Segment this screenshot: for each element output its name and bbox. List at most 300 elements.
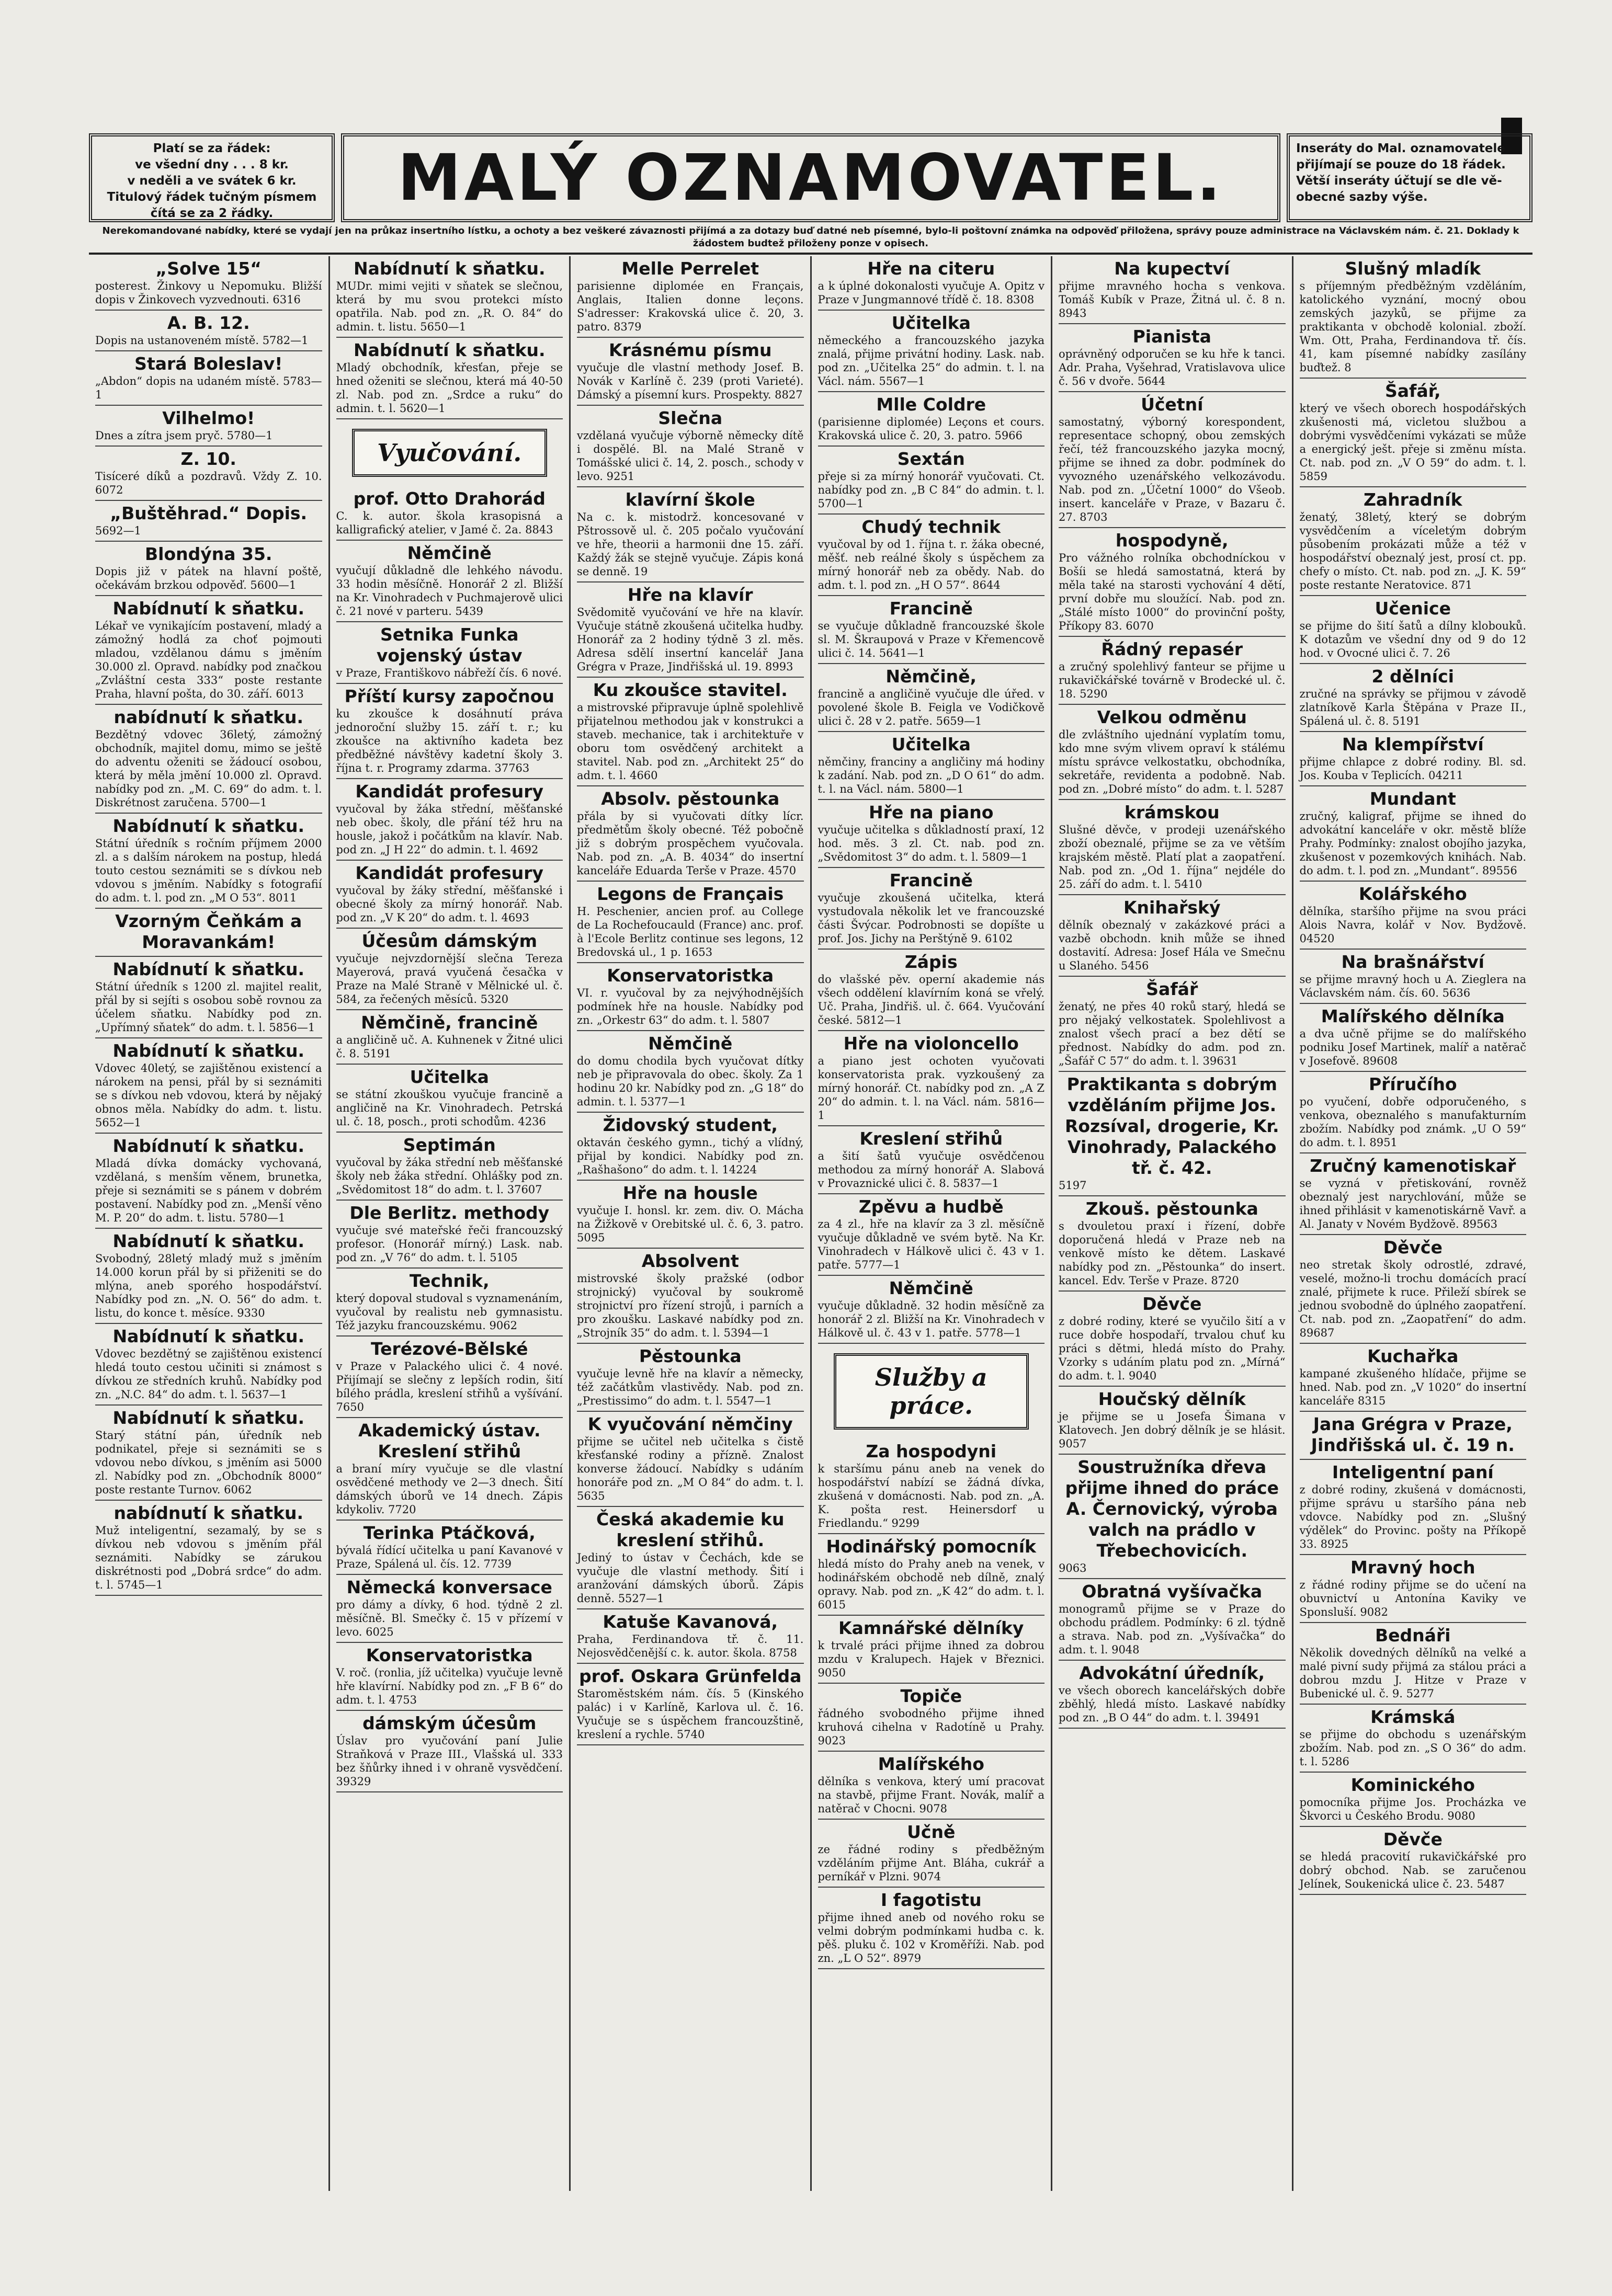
ad-body: a k úplné dokonalosti vyučuje A. Opitz v Praze v Jungmannové třídě č. 18. 8308 bbox=[818, 280, 1045, 306]
ad-heading: Účesům dámským bbox=[361, 931, 537, 951]
classified-ad bbox=[1300, 1460, 1527, 1555]
ad-heading: Na klempířství bbox=[1342, 734, 1484, 755]
ad-heading: Bednáři bbox=[1375, 1625, 1451, 1646]
classified-ad bbox=[336, 622, 563, 684]
classified-ad bbox=[336, 1521, 563, 1575]
classified-ad bbox=[95, 1501, 322, 1596]
ad-body: „Abdon“ dopis na udaném místě. 5783—1 bbox=[95, 375, 322, 401]
ad-heading: Blondýna 35. bbox=[145, 544, 273, 564]
ad-heading: Řádný repasér bbox=[1101, 639, 1243, 659]
classified-ad bbox=[336, 1010, 563, 1065]
ad-body: přála by si vyučovati dítky lícr. předmětům školy obecné. Též pobočně již s dobrým prospěchem vyučovala. Nab. pod zn. „A. B. 4034“ do insertní kanceláře Eduarda Terše v Praze. 4570 bbox=[577, 810, 804, 877]
classified-ad bbox=[336, 1711, 563, 1792]
page-title: MALÝ OZNAMOVATEL. bbox=[398, 141, 1224, 215]
ad-body: Vdovec 40letý, se zajištěnou existencí a nárokem na pensi, přál by si seznámiti se s dívkou neb vdovou, která by nějaký obnos měla. Nabídky do adm. t. listu. 5652—1 bbox=[95, 1062, 322, 1129]
classified-ad bbox=[818, 664, 1045, 732]
classified-ad bbox=[1300, 732, 1527, 786]
ad-column bbox=[89, 256, 330, 2191]
ad-heading: Česká akademie ku kreslení střihů. bbox=[596, 1509, 785, 1550]
classified-ad bbox=[95, 1134, 322, 1229]
ad-body: Několik dovedných dělníků na velké a malé pivní sudy přijmá za stálou práci a dobrou mzdu J. Hitze v Praze v Bubenické ul. č. 9. 5277 bbox=[1299, 1647, 1526, 1700]
classified-ad bbox=[336, 1133, 563, 1201]
classified-ad bbox=[1300, 1344, 1527, 1412]
ad-body: ve všech oborech kancelářských dobře zběhlý, hledá místo. Laskavé nabídky pod zn. „B O 44“ do adm. t. l. 39491 bbox=[1059, 1684, 1286, 1724]
ad-heading: Konservatoristka bbox=[366, 1645, 533, 1665]
ad-heading: Setnika Funka vojenský ústav bbox=[376, 624, 523, 666]
masthead bbox=[89, 133, 1532, 222]
ad-heading: Houčský dělník bbox=[1098, 1389, 1246, 1409]
ad-body: a šití šatů vyučuje osvědčenou methodou za mírný honorář A. Slabová v Provaznické ulici č. 8. 5837—1 bbox=[818, 1150, 1045, 1190]
ad-heading: „Solve 15“ bbox=[155, 258, 262, 279]
ad-body: je přijme se u Josefa Šimana v Klatovech. Jen dobrý dělník je se hlásit. 9057 bbox=[1059, 1410, 1286, 1450]
ad-heading: Hře na violoncello bbox=[843, 1033, 1019, 1054]
classified-ad bbox=[1300, 1153, 1527, 1235]
ad-body: a angličině uč. A. Kuhnenek v Žitné ulici č. 8. 5191 bbox=[336, 1034, 563, 1060]
ad-heading: Mundant bbox=[1369, 789, 1456, 809]
ad-body: se přijme mravný hoch u A. Zieglera na Václavském nám. čís. 60. 5636 bbox=[1299, 973, 1526, 999]
ad-body: s dvouletou praxí i řízení, dobře doporučená hledá v Praze neb na venkově místo ke dětem. Laskavé nabídky pod zn. „Pěstounka“ do insert. kancel. Edv. Terše v Praze. 8720 bbox=[1059, 1220, 1286, 1287]
notice-text: Nerekomandované nabídky, které se vydají jen na průkaz insertního lístku, a ochoty a bez veškeré závaznosti přijímá a za dotazy buď datné neb písemné, bylo-li poštovní známka na odpověď přiložena, správy pouze administrace na Václavském nám. č. 21. Doklady k žádostem budtež přiloženy ponze v opisech. bbox=[102, 225, 1519, 249]
divider bbox=[89, 253, 1532, 255]
ad-heading: Inteligentní paní bbox=[1332, 1462, 1494, 1482]
ad-body: Muž inteligentní, sezamalý, by se s dívkou neb vdovou s jměním přál seznámiti. Nabídky se zárukou diskrétnosti pod „Dobrá srdce“ do adm. t. l. 5745—1 bbox=[95, 1524, 322, 1591]
section-heading: Služby a práce. bbox=[834, 1353, 1029, 1430]
ad-heading: Učitelka bbox=[891, 313, 971, 333]
classified-ad bbox=[95, 909, 322, 957]
ad-heading: Hře na klavír bbox=[627, 585, 753, 605]
ad-body: Svědomitě vyučování ve hře na klavír. Vyučuje státně zkoušená učitelka hudby. Honorář za 2 hodiny týdně 3 zl. měs. Adresa sdělí insertní kancelář Jana Grégra v Praze, Jindřišská ul. 19. 8993 bbox=[577, 606, 804, 673]
ad-body: Jediný to ústav v Čechách, kde se vyučuje dle vlastní methody. Šití i aranžování dámských úborů. Zápis denně. 5527—1 bbox=[577, 1551, 804, 1605]
ad-heading: Kandidát profesury bbox=[355, 863, 544, 883]
ad-body: z dobré rodiny, zkušená v domácnosti, přijme správu u staršího pána neb vdovce. Nabídky pod zn. „Slušný výdělek“ do Provinc. pošty na Příkopě 33. 8925 bbox=[1299, 1483, 1526, 1550]
classified-ad bbox=[1059, 1579, 1286, 1661]
classified-ad bbox=[577, 582, 804, 678]
ad-body: přijme chlapce z dobré rodiny. Bl. sd. Jos. Kouba v Teplicích. 04211 bbox=[1299, 756, 1526, 782]
classified-ad bbox=[577, 256, 804, 338]
ad-heading: Soustružníka dřeva přijme ihned do práce A. Černovický, výroba valch na prádlo v Třebechovicích. bbox=[1065, 1457, 1279, 1561]
ad-heading: Učenice bbox=[1375, 598, 1451, 619]
ad-heading: Nabídnutí k sňatku. bbox=[112, 1231, 305, 1251]
classified-ad bbox=[818, 950, 1045, 1031]
ad-heading: Malířského bbox=[878, 1754, 984, 1774]
classified-ad bbox=[336, 779, 563, 861]
classified-ad bbox=[577, 338, 804, 406]
ad-heading: Židovský student, bbox=[603, 1115, 778, 1135]
classified-ad bbox=[577, 1507, 804, 1609]
ad-column bbox=[1293, 256, 1533, 2191]
pricing-line: Platí se za řádek: bbox=[153, 142, 271, 155]
classified-ad bbox=[818, 1684, 1045, 1752]
classified-ad bbox=[1059, 392, 1286, 528]
ad-heading: Septimán bbox=[403, 1135, 496, 1155]
classified-ad bbox=[336, 256, 563, 338]
ad-body: za 4 zl., hře na klavír za 3 zl. měsíčně vyučuje důkladně ve svém bytě. Na Kr. Vinohradech v Hálkově ulici č. 43 v 1. patře. 5777—1 bbox=[818, 1218, 1045, 1271]
ad-heading: nabídnutí k sňatku. bbox=[113, 707, 303, 727]
pricing-line: v neděli a ve svátek 6 kr. bbox=[127, 174, 297, 188]
classified-ad bbox=[577, 1249, 804, 1344]
rules-box bbox=[1287, 133, 1532, 222]
ad-heading: Za hospodyni bbox=[866, 1441, 997, 1461]
classified-ad bbox=[336, 684, 563, 779]
ad-body: parisienne diplomée en Français, Anglais, Italien donne leçons. S'adresser: Krakovská ulice č. 20, 3. patro. 8379 bbox=[577, 280, 804, 333]
classified-ad bbox=[95, 957, 322, 1038]
ad-heading: Z. 10. bbox=[180, 449, 236, 469]
ad-body: přijme ihned aneb od nového roku se velmi dobrým podmínkami hudba c. k. pěš. pluku č. 102 v Kroměříži. Nab. pod zn. „L O 52“. 8979 bbox=[818, 1911, 1045, 1964]
classified-ad bbox=[1059, 1455, 1286, 1579]
classified-ad bbox=[1059, 528, 1286, 637]
ad-body: se vyzná v přetiskování, rovněž obeznalý jest narychlování, může se ihned přihlásit v kamenotiskárně Vavř. a Al. Janaty v Novém Bydžově. 89563 bbox=[1299, 1177, 1526, 1230]
classified-ad bbox=[818, 1752, 1045, 1820]
classified-ad bbox=[336, 1201, 563, 1269]
classified-ad bbox=[336, 486, 563, 541]
ad-heading: Nabídnutí k sňatku. bbox=[112, 816, 305, 836]
rules-line: Inseráty do Mal. oznamovatele bbox=[1296, 142, 1505, 155]
ad-heading: Dle Berlitz. methody bbox=[349, 1203, 550, 1223]
newspaper-page bbox=[78, 118, 1538, 2201]
ad-body: se přijme do šití šatů a dílny klobouků. K dotazům ve všední dny od 9 do 12 hod. v Ovocné ulici č. 7. 26 bbox=[1299, 620, 1526, 659]
classified-ad bbox=[336, 929, 563, 1010]
ad-heading: Hře na citeru bbox=[867, 258, 995, 279]
ad-heading: Francině bbox=[889, 598, 973, 619]
classified-ad bbox=[818, 732, 1045, 800]
classified-ad bbox=[577, 963, 804, 1031]
classified-ad bbox=[1300, 786, 1527, 882]
ad-body: z dobré rodiny, které se vyučilo šití a v ruce dobře hospodaří, trvalou chuť ku práci s dětmi, hledá místo do Prahy. Vzorky s udáním platu pod zn. „Mírná“ do adm. t. l. 9040 bbox=[1059, 1315, 1286, 1382]
classified-ad bbox=[1300, 1004, 1527, 1072]
ad-body: Bezdětný vdovec 36letý, zámožný obchodník, majitel domu, mimo se ještě do adventu oženiti se žádoucí osobou, která by měla jmění 10.000 zl. Opravd. nabídky pod zn. „M. C. 69“ do adm. t. l. Diskrétnost zaručena. 5700—1 bbox=[95, 728, 322, 809]
classified-ad bbox=[1059, 1196, 1286, 1292]
ad-body: Slušné děvče, v prodeji uzenářského zboží obeznalé, přijme se za ve větším krajském městě. Platí plat a zaopatření. Nab. pod zn. „Od 1. října“ nejdéle do 25. září do adm. t. l. 5410 bbox=[1059, 824, 1286, 890]
classified-ad bbox=[1300, 1235, 1527, 1344]
ad-body: oktaván českého gymn., tichý a vlídný, přijal by kondici. Nabídky pod zn. „Rašhašono“ do adm. t. l. 14224 bbox=[577, 1136, 804, 1176]
ad-column bbox=[1052, 256, 1293, 2191]
classified-ad bbox=[818, 1126, 1045, 1194]
ad-heading: Pěstounka bbox=[639, 1346, 742, 1366]
classified-ad bbox=[95, 814, 322, 909]
ad-heading: Melle Perrelet bbox=[621, 258, 759, 279]
ad-body: kampané zkušeného hlídače, přijme se hned. Nab. pod zn. „V 1020“ do insertní kanceláře 8315 bbox=[1299, 1367, 1526, 1407]
ad-body: Mladý obchodník, křesťan, přeje se hned oženiti se slečnou, která má 40-50 zl. Nab. pod zn. „Srdce a ruku“ do admin. t. l. 5620—1 bbox=[336, 361, 563, 415]
title-box bbox=[341, 133, 1280, 222]
ad-heading: Obratná vyšívačka bbox=[1082, 1581, 1263, 1602]
classified-ad bbox=[95, 596, 322, 705]
ad-body: a mistrovské připravuje úplně spolehlivě přijatelnou methodou jak v konstrukci a staveb. mechanice, tak i architektuře v oboru tom osvědčený architekt a stavitel. Nab. pod zn. „Architekt 25“ do adm. t. l. 4660 bbox=[577, 701, 804, 782]
classified-ad bbox=[577, 1031, 804, 1113]
ad-heading: Kamnářské dělníky bbox=[838, 1618, 1024, 1638]
ad-heading: Šafář bbox=[1146, 979, 1198, 999]
ad-heading: Konservatoristka bbox=[607, 965, 774, 986]
ad-body: vyučoval by žáky střední, měšťanské i obecné školy za mírný honorář. Nab. pod zn. „V K 20“ do adm. t. l. 4693 bbox=[336, 884, 563, 924]
ad-body: neo stretak školy odrostlé, zdravé, veselé, možno-li trochu domácích prací znalé, přijmete k ruce. Přileží sbírek se jednou svobodně do úplného zaopatření. Ct. nab. pod zn. „Zaopatření“ do adm. 89687 bbox=[1299, 1259, 1526, 1339]
ad-heading: Zápis bbox=[904, 952, 958, 972]
classified-ad bbox=[818, 1888, 1045, 1969]
ad-body: k staršímu pánu aneb na venek do hospodářství nabízí se žádná dívka, zkušená v domácnosti. Nab. pod zn. „A. K. pošta rest. Heinersdorf u Friedlandu.“ 9299 bbox=[818, 1463, 1045, 1529]
classified-ad bbox=[95, 501, 322, 542]
classified-ad bbox=[577, 1664, 804, 1745]
ad-body: vyučuje důkladně. 32 hodin měsíčně za honorář 2 zl. Bližší na Kr. Vinohradech v Hálkově ul. č. 43 v 1. patře. 5778—1 bbox=[818, 1299, 1045, 1339]
ad-body: Svobodný, 28letý mladý muž s jměním 14.000 korun přál by si přiženiti se do mlýna, aneb sporého hospodářství. Nabídky pod zn. „N. O. 56“ do adm. t. listu, do konce t. měsíce. 9330 bbox=[95, 1252, 322, 1319]
ad-heading: nabídnutí k sňatku. bbox=[113, 1503, 303, 1523]
ad-heading: Učitelka bbox=[410, 1067, 489, 1087]
ad-body: Starý státní pán, úředník neb podnikatel, přeje si seznámiti se s vdovou nebo dívkou, s jměním asi 5000 zl. Nabídky pod zn. „Obchodník 8000“ poste restante Turnov. 6062 bbox=[95, 1429, 322, 1496]
ad-body: němčiny, franciny a angličiny má hodiny k zadání. Nab. pod zn. „D O 61“ do adm. t. l. na Václ. nám. 5800—1 bbox=[818, 756, 1045, 795]
ad-heading: Advokátní úředník, bbox=[1079, 1663, 1265, 1683]
ad-heading: Zkouš. pěstounka bbox=[1085, 1198, 1258, 1219]
classified-ad bbox=[1300, 379, 1527, 487]
ad-heading: Hodinářský pomocník bbox=[826, 1536, 1036, 1557]
classified-ad bbox=[1059, 1072, 1286, 1196]
rules-line: přijímají se pouze do 18 řádek. bbox=[1296, 158, 1506, 172]
ad-body: monogramů přijme se v Praze do obchodu prádlem. Podmínky: 6 zl. týdně a strava. Nab. pod zn. „Vyšívačka“ do adm. t. l. 9048 bbox=[1059, 1603, 1286, 1656]
classified-ad bbox=[336, 1337, 563, 1418]
ad-body: Praha, Ferdinandova tř. č. 11. Nejosvědčenější c. k. autor. škola. 8758 bbox=[577, 1633, 804, 1659]
ad-body: Státní úředník s 1200 zl. majitel realit, přál by si sejíti s osobou sobě rovnou za účelem sňatku. Nabídky pod zn. „Upřímný sňatek“ do adm. t. l. 5856—1 bbox=[95, 980, 322, 1034]
ad-body: ženatý, ne přes 40 roků starý, hledá se pro nějaký velkostatek. Spolehlivost a znalost všech prací a bez dětí se přednost. Nabídky do adm. pod zn. „Šafář C 57“ do adm. t. l. 39631 bbox=[1059, 1000, 1286, 1067]
ad-body: do domu chodila bych vyučovat dítky neb je připravovala do obec. školy. Za 1 hodinu 20 kr. Nabídky pod zn. „G 18“ do admin. t. l. 5377—1 bbox=[577, 1055, 804, 1108]
ad-body: Vdovec bezdětný se zajištěnou existencí hledá touto cestou učiniti si známost s dívkou ze středních kruhů. Nabídky pod zn. „N.C. 84“ do adm. t. l. 5637—1 bbox=[95, 1347, 322, 1401]
classified-ad bbox=[1059, 1292, 1286, 1387]
classified-ad bbox=[577, 1113, 804, 1181]
classified-ad bbox=[336, 1575, 563, 1643]
ad-body: vyučuje nejvzdornější slečna Tereza Mayerová, pravá vyučená česačka v Praze na Malé Straně v Mělnické ul. č. 584, za řečených měsíců. 5320 bbox=[336, 952, 563, 1006]
classified-ad bbox=[577, 1181, 804, 1249]
ad-heading: Legons de Français bbox=[597, 884, 784, 904]
classified-ad bbox=[818, 256, 1045, 311]
ad-body: dělník obeznalý v zakázkové práci a vazbě obchodn. knih může se ihned dostavití. Adresa: Josef Hála ve Smečnu u Slaného. 5456 bbox=[1059, 919, 1286, 972]
classified-ad bbox=[95, 406, 322, 447]
ad-heading: Chudý technik bbox=[861, 517, 1001, 537]
ad-heading: Nabídnutí k sňatku. bbox=[112, 1326, 305, 1346]
classified-ad bbox=[1300, 1623, 1527, 1705]
ad-body: 5692—1 bbox=[95, 524, 141, 537]
ad-body: vyučoval by od 1. října t. r. žáka obecné, měšť. neb reálné školy s úspěchem za mírný honorář neb za obědy. Nab. do adm. t. l. pod zn. „H O 57“. 8644 bbox=[818, 538, 1045, 591]
ad-heading: dámským účesům bbox=[362, 1713, 537, 1733]
classified-ad bbox=[95, 1406, 322, 1501]
ad-heading: Německá konversace bbox=[346, 1577, 552, 1597]
ad-heading: Hře na piano bbox=[869, 802, 994, 823]
classified-ad bbox=[1300, 1072, 1527, 1153]
ad-body: oprávněný odporučen se ku hře k tanci. Adr. Praha, Vyšehrad, Vratislavova ulice č. 56 v dvoře. 5644 bbox=[1059, 348, 1286, 387]
ad-body: pro dámy a dívky, 6 hod. týdně 2 zl. měsíčně. Bl. Smečky č. 15 v přízemí v levo. 6025 bbox=[336, 1598, 563, 1638]
classified-ad bbox=[95, 705, 322, 814]
ad-column bbox=[571, 256, 812, 2191]
ad-body: H. Peschenier, ancien prof. au College de La Rochefoucauld (France) anc. prof. à l'Ecole Berlitz continue ses legons, 12 Bredovská ul., 1 p. 1653 bbox=[577, 905, 804, 958]
ad-body: dle zvláštního ujednání vyplatím tomu, kdo mne svým vlivem opraví k stálému místu správce velkostatku, obchodníka, sekretáře, revidenta a podobně. Nab. pod zn. „Dobré místo“ do adm. t. l. 5287 bbox=[1059, 728, 1286, 795]
ad-heading: Stará Boleslav! bbox=[134, 353, 283, 374]
classified-ad bbox=[818, 1031, 1045, 1126]
ad-heading: „Buštěhrad.“ Dopis. bbox=[110, 503, 308, 523]
ad-body: vyučoval by žáka střední, měšťanské neb obec. školy, dle přání též hru na housle, jakož i počátkům na klavír. Nab. pod zn. „J H 22“ do admin. t. l. 4692 bbox=[336, 803, 563, 856]
classified-ad bbox=[818, 596, 1045, 664]
ad-body: se hledá pracovití rukavičkářské pro dobrý obchod. Nab. se zaručenou Jelínek, Soukenická ulice č. 23. 5487 bbox=[1299, 1850, 1526, 1890]
section-heading: Vyučování. bbox=[352, 429, 548, 477]
classified-ad bbox=[336, 1065, 563, 1133]
ad-body: samostatný, výborný korespondent, representace schopný, obou zemských řečí, též francouzského jazyka mocný, přijme se ihned za dobr. podmínek do vyvozného uzenářského velkozávodu. Nab. pod zn. „Účetní 1000“ do Všeob. insert. kanceláře v Praze, v Bazaru č. 27. 8703 bbox=[1059, 416, 1286, 523]
pricing-line: čítá se za 2 řádky. bbox=[150, 207, 274, 220]
ad-body: v Praze v Palackého ulici č. 4 nové. Přijímají se slečny z lepších rodin, šití bílého prádla, kreslení střihů a vyšívání. 7650 bbox=[336, 1360, 563, 1413]
ad-columns bbox=[89, 256, 1532, 2191]
ad-heading: Nabídnutí k sňatku. bbox=[353, 340, 546, 360]
classified-ad bbox=[818, 868, 1045, 950]
ad-body: se státní zkouškou vyučuje francině a angličině na Kr. Vinohradech. Petrská ul. č. 18, posch., proti schodům. 4236 bbox=[336, 1088, 563, 1128]
ad-body: Na c. k. mistodrž. koncesované v Pštrossově ul. č. 205 počalo vyučování ve hře, theorii a harmonii dne 15. září. Každý žák se stejně vyučuje. Zápis koná se denně. 19 bbox=[577, 511, 804, 578]
classified-ad bbox=[1300, 1705, 1527, 1773]
ad-body: který dopoval studoval s vyznamenáním, vyučoval by realistu neb gymnasistu. Též jazyku francouzskému. 9062 bbox=[336, 1292, 563, 1332]
ad-body: (parisienne diplomée) Leçons et cours. Krakovská ulice č. 20, 3. patro. 5966 bbox=[818, 416, 1045, 442]
classified-ad bbox=[336, 861, 563, 929]
classified-ad bbox=[1300, 1773, 1527, 1827]
classified-ad bbox=[95, 311, 322, 351]
ad-heading: Kominického bbox=[1350, 1775, 1475, 1795]
ad-body: ženatý, 38letý, který se dobrým vysvědčením a víceletým dobrým působením prokázati může a též v hospodářství obeznalý jest, prosí ct. pp. chefy o místo. Ct. nab. pod zn. „J. K. 59“ poste restante Neratovice. 871 bbox=[1299, 511, 1526, 591]
ad-heading: Němčině, francině bbox=[361, 1012, 538, 1033]
ad-heading: Šafář, bbox=[1384, 381, 1441, 401]
classified-ad bbox=[1300, 1827, 1527, 1895]
ad-heading: Jana Grégra v Praze, Jindřišská ul. č. 19 n. bbox=[1311, 1414, 1515, 1455]
classified-ad bbox=[818, 800, 1045, 868]
ad-body: zručný, kaligraf, přijme se ihned do advokátní kanceláře v okr. městě blíže Prahy. Podmínky: znalost obojího jazyka, zkušenost v pozemkových knihách. Nab. do adm. t. l. pod zn. „Mundant“. 89556 bbox=[1299, 810, 1526, 877]
ad-body: který ve všech oborech hospodářských zkušenosti má, vicletou službou a dobrými vysvědčeními vykázati se může a energický ješt. přeje si změnu místa. Ct. nab. pod zn. „V O 59“ do adm. t. l. 5859 bbox=[1299, 402, 1526, 483]
ad-body: přijme mravného hocha s venkova. Tomáš Kubík v Praze, Žitná ul. č. 8 n. 8943 bbox=[1059, 280, 1286, 319]
ad-heading: Slečna bbox=[658, 408, 723, 428]
ad-heading: hospodyně, bbox=[1115, 530, 1229, 551]
classified-ad bbox=[95, 542, 322, 596]
ad-body: řádného svobodného přijme ihned kruhová cihelna v Radotíně u Prahy. 9023 bbox=[818, 1707, 1045, 1747]
classified-ad bbox=[1059, 324, 1286, 392]
classified-ad bbox=[1300, 1555, 1527, 1623]
ad-body: V. roč. (ronlia, jíž učitelka) vyučuje levně hře klavírní. Nabídky pod zn. „F B 6“ do adm. t. l. 4753 bbox=[336, 1666, 563, 1706]
ad-body: vyučuje učitelka s důkladností praxí, 12 hod. měs. 3 zl. Ct. nab. pod zn. „Svědomitost 3“ do adm. t. l. 5809—1 bbox=[818, 824, 1045, 863]
ad-heading: Krásnému písmu bbox=[609, 340, 772, 360]
pricing-box bbox=[89, 133, 335, 222]
ad-body: a piano jest ochoten vyučovati konservatorista prak. vyzkoušený za mírný honorář. Ct. nabídky pod zn. „A Z 20“ do admin. t. l. na Václ. nám. 5816—1 bbox=[818, 1055, 1045, 1122]
ad-heading: Kreslení střihů bbox=[859, 1128, 1003, 1149]
ad-heading: Kandidát profesury bbox=[355, 781, 544, 802]
ad-body: Úslav pro vyučování paní Julie Straňková v Praze III., Vlašská ul. 333 bez šňůrky ihned i v ohraně vysvědčení. 39329 bbox=[336, 1734, 563, 1788]
ad-heading: Ku zkoušce stavitel. bbox=[593, 680, 788, 700]
ad-heading: A. B. 12. bbox=[167, 313, 250, 333]
ad-body: Mladá dívka domácky vychovaná, vzdělaná, s menším věnem, brunetka, přeje si seznámiti se s pánem v dobrém postavení. Nabídky pod zn. „Menší věno M. P. 20“ do adm. t. listu. 5780—1 bbox=[95, 1157, 322, 1224]
ad-body: po vyučení, dobře odporučeného, s venkova, obeznalého s manufakturním zbožím. Nabídky pod známk. „U O 59“ do adm. t. l. 8951 bbox=[1299, 1095, 1526, 1149]
classified-ad bbox=[336, 338, 563, 419]
ad-body: přijme se učitel neb učitelka s čistě křesťanské rodiny a přízně. Znalost konverse žádoucí. Nabídky s udáním honoráře pod zn. „M O 84“ do adm. t. l. 5635 bbox=[577, 1435, 804, 1502]
ad-heading: Absolv. pěstounka bbox=[601, 789, 780, 809]
classified-ad bbox=[1300, 950, 1527, 1004]
ad-body: k trvalé práci přijme ihned za dobrou mzdu v Kralupech. Hajek v Březnici. 9050 bbox=[818, 1639, 1045, 1679]
ad-body: vyučuje I. honsl. kr. zem. div. O. Mácha na Žižkově v Orebitské ul. č. 6, 3. patro. 5095 bbox=[577, 1204, 804, 1244]
ad-heading: Nabídnutí k sňatku. bbox=[112, 598, 305, 619]
classified-ad bbox=[336, 1418, 563, 1521]
ad-heading: Pianista bbox=[1132, 326, 1211, 347]
ad-heading: Akademický ústav. Kreslení střihů bbox=[358, 1420, 541, 1461]
classified-ad bbox=[1300, 664, 1527, 732]
ad-heading: Zpěvu a hudbě bbox=[858, 1196, 1004, 1217]
ad-heading: Učitelka bbox=[891, 734, 971, 755]
classified-ad bbox=[1300, 487, 1527, 596]
classified-ad bbox=[1300, 882, 1527, 950]
classified-ad bbox=[818, 1616, 1045, 1684]
ad-heading: Nabídnutí k sňatku. bbox=[112, 959, 305, 979]
ad-body: přeje si za mírný honorář vyučovati. Ct. nabídky pod zn. „B C 84“ do admin. t. l. 5700—1 bbox=[818, 470, 1045, 510]
ad-body: v Praze, Františkovo nábřeží čís. 6 nové. bbox=[336, 667, 562, 679]
ad-body: Tisíceré díků a pozdravů. Vždy Z. 10. 6072 bbox=[95, 470, 322, 496]
ad-body: vyučuje zkoušená učitelka, která vystudovala několik let ve francouzské části Švýcar. Podrobnosti se dopíšte u prof. Jos. Jichy na Perštýně 9. 6102 bbox=[818, 892, 1045, 945]
ad-heading: Praktikanta s dobrým vzděláním přijme Jos. Rozsíval, drogerie, Kr. Vinohrady, Palackého tř. č. 42. bbox=[1064, 1074, 1279, 1178]
classified-ad bbox=[818, 1820, 1045, 1888]
ad-body: německého a francouzského jazyka znalá, přijme privátní hodiny. Lask. nab. pod zn. „Učitelka 25“ do admin. t. l. na Václ. nám. 5567—1 bbox=[818, 334, 1045, 387]
ad-heading: 2 dělníci bbox=[1371, 666, 1454, 687]
ad-body: vyučují důkladně dle lehkého návodu. 33 hodin měsíčně. Honorář 2 zl. Bližší na Kr. Vinohradech v Puchmajerově ulici č. 21 nové v parteru. 5439 bbox=[336, 564, 563, 618]
ad-heading: Děvče bbox=[1383, 1829, 1443, 1849]
ad-heading: Krámská bbox=[1370, 1707, 1456, 1727]
ad-heading: Němčině bbox=[407, 543, 492, 563]
ad-heading: Na kupectví bbox=[1114, 258, 1230, 279]
ad-body: Dnes a zítra jsem pryč. 5780—1 bbox=[95, 429, 273, 442]
ad-body: bývalá řídící učitelka u paní Kavanové v Praze, Spálená ul. čís. 12. 7739 bbox=[336, 1544, 563, 1570]
ad-body: 5197 bbox=[1059, 1179, 1087, 1192]
classified-ad bbox=[818, 1276, 1045, 1344]
ad-heading: Vzorným Čeňkám a Moravankám! bbox=[115, 911, 302, 952]
ad-heading: Hře na housle bbox=[622, 1183, 758, 1203]
ad-heading: Němčině bbox=[648, 1033, 733, 1054]
classified-ad bbox=[95, 1229, 322, 1324]
classified-ad bbox=[336, 541, 563, 622]
ad-heading: krámskou bbox=[1124, 802, 1220, 823]
ad-body: se přijme do obchodu s uzenářským zbožím. Nab. pod zn. „S O 36“ do adm. t. l. 5286 bbox=[1299, 1728, 1526, 1768]
ad-body: francině a angličině vyučuje dle úřed. v povolené škole B. Feigla ve Vodičkově ulici č. 28 v 2. patře. 5659—1 bbox=[818, 688, 1045, 727]
ad-heading: Němčině bbox=[889, 1278, 973, 1298]
classified-ad bbox=[577, 487, 804, 582]
ad-heading: Vilhelmo! bbox=[162, 408, 255, 428]
ad-body: ze řádné rodiny s předběžným vzděláním přijme Ant. Bláha, cukrář a perníkář v Plzni. 9074 bbox=[818, 1843, 1045, 1883]
ad-heading: Nabídnutí k sňatku. bbox=[353, 258, 546, 279]
ad-heading: klavírní škole bbox=[625, 489, 755, 510]
classified-ad bbox=[1059, 1661, 1286, 1729]
ad-body: pomocníka přijme Jos. Procházka ve Škvorci u Českého Brodu. 9080 bbox=[1299, 1796, 1526, 1822]
ad-heading: Učně bbox=[907, 1822, 956, 1842]
ad-heading: Malířského dělníka bbox=[1321, 1006, 1505, 1026]
ad-body: C. k. autor. škola krasopisná a kalligrafický atelier, v Jamé č. 2a. 8843 bbox=[336, 510, 563, 536]
classified-ad bbox=[577, 786, 804, 882]
classified-ad bbox=[818, 1534, 1045, 1616]
ad-heading: Absolvent bbox=[641, 1251, 739, 1271]
ad-heading: Terézové-Bělské bbox=[370, 1339, 528, 1359]
ad-body: z řádné rodiny přijme se do učení na obuvnictví u Antonína Kaviky ve Sponsluší. 9082 bbox=[1299, 1579, 1526, 1618]
ad-column bbox=[330, 256, 571, 2191]
ad-column bbox=[812, 256, 1053, 2191]
ad-body: vyučuje dle vlastní methody Josef. B. Novák v Karlíně č. 239 (proti Varieté). Dámský a písemní kurs. Prospekty. 8827 bbox=[577, 361, 804, 401]
classified-ad bbox=[577, 882, 804, 963]
classified-ad bbox=[577, 1344, 804, 1412]
classified-ad bbox=[95, 1038, 322, 1134]
classified-ad bbox=[1300, 596, 1527, 664]
ad-heading: Nabídnutí k sňatku. bbox=[112, 1041, 305, 1061]
ad-body: a braní míry vyučuje se dle vlastní osvědčené methody ve 2—3 dnech. Šití dámských úborů ve 14 dnech. Zápis kdykoliv. 7720 bbox=[336, 1463, 563, 1516]
ad-body: s příjemným předběžným vzděláním, katolického vyznání, mocný obou zemských jazyků, se přijme za praktikanta v obchodě kolonial. zboží. Wm. Ott, Praha, Ferdinandova tř. čís. 41, kam písemné nabídky zasílány buďtež. 8 bbox=[1299, 280, 1526, 374]
ad-heading: Nabídnutí k sňatku. bbox=[112, 1136, 305, 1156]
ad-body: Státní úředník s ročním příjmem 2000 zl. a s dalším nárokem na postup, hledá touto cestou seznámiti se s dívkou neb vdovou s jměním. Nabídky s fotografií do adm. t. l. pod zn. „M O 53“. 8011 bbox=[95, 837, 322, 904]
ad-heading: Mlle Coldre bbox=[876, 394, 986, 415]
ad-heading: Technik, bbox=[409, 1271, 490, 1291]
classified-ad bbox=[1300, 256, 1527, 379]
classified-ad bbox=[1059, 1387, 1286, 1455]
ad-heading: I fagotistu bbox=[880, 1890, 982, 1910]
ad-heading: Zahradník bbox=[1363, 489, 1462, 510]
ad-body: mistrovské školy pražské (odbor strojnický) vyučoval by soukromě strojnictví pro řízení strojů, i parních a pro zkoušku. Laskavé nabídky pod zn. „Strojník 35“ do adm. t. l. 5394—1 bbox=[577, 1272, 804, 1339]
classified-ad bbox=[818, 1439, 1045, 1534]
classified-ad bbox=[577, 1609, 804, 1664]
ad-body: ku zkoušce k dosáhnutí práva jednoroční služby 15. září t. r.; ku zkoušce na aktivního kadeta bez předběžné návštěvy kadetní školy 3. října t. r. Programy zdarma. 37763 bbox=[336, 707, 563, 774]
